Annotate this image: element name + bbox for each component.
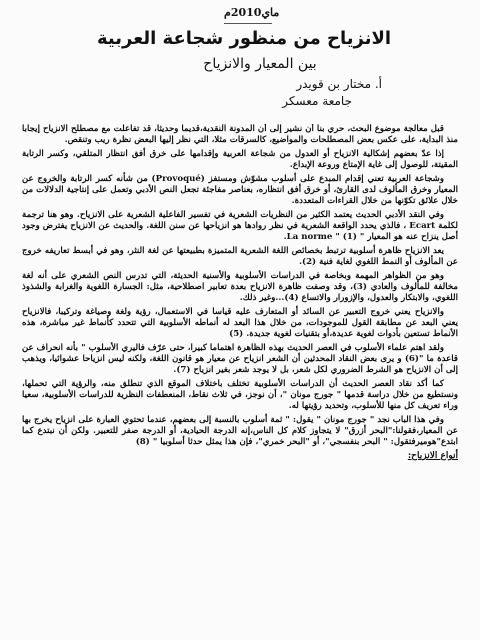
paragraph: يعد الانزياح ظاهرة أسلوبية ترتبط بخصائص اللغة الشعرية المتميزة بطبيعتها عن لغة النثر، وهو في أبسط تعاريفه خروج عن المألوف أو النمط اللغوي لغاية فنية (2). bbox=[22, 246, 458, 267]
paragraph: وفي النقد الأدبي الحديث يعتمد الكثير من النظريات الشعرية في تفسير الفاعلية الشعرية على الانزياح. وهو هنا ترجمة لكلمة Ecart ، فالذي يحدد الواقعة الشعرية في نظر روادها هو انزياحها عن سنن اللغة. والحديث عن الانزياح يفترض وجود أصل ينزاح عنه هو المعيار " La norme " (1). bbox=[22, 210, 458, 242]
article-subtitle: بين المعيار والانزياح bbox=[203, 56, 317, 72]
article-body bbox=[22, 124, 458, 630]
paragraph: والانزياح يعني خروج التعبير عن السائد أو المتعارف عليه قياسا في الاستعمال، رؤية ولغة وصياغة وتركيبا، فالانزياح يعني البعد عن مطابقة القول للموجودات، من خلال هذا البعد له أنماطه الأسلوبية التي تتحدد كأنماط غير مباشرة، هذه الأنماط تستعين بأدوات لغوية عديدة،أو بتقنيات لغوية جديدة. (5) bbox=[22, 307, 458, 339]
paragraph: وفي هذا الباب نجد " جورج مونان " يقول: " ثمة أسلوب بالنسبة إلى بعضهم، عندما تحتوي العبارة على انزياح يخرج بها عن المعيار،فقولنا:"البحر أزرق" لا يتجاوز كلام كل الناس،إنه الدرجة الحيادية، أو الدرجة صفر للتعبير. ولكن أن نبتدع كما ابتدع"هوميرفتقول: " البحر بنفسجي"، أو "البحر خمري"، فإن هذا يمثل حدثا أسلوبيا " (8) bbox=[22, 415, 458, 447]
paragraph: وشجاعة العربية تعني إقدام المبدع على أسلوب مشوّش ومستفز (Provoqué) من شأنه كسر الرتابة والخروج عن المعيار وخرق المألوف لدى القارئ، أو خرق أفق انتظاره، بعناصر مفاجئة تجعل النص الأدبي وتعمل على إنتاجية الدلالات من خلال علائق تكوّنها من خلال القراءات المتعددة. bbox=[22, 174, 458, 206]
paragraph: كما أكد نقاد العصر الحديث أن الدراسات الأسلوبية تختلف باختلاف الموقع الذي تنطلق منه، والرؤية التي تحملها، ونستطيع من خلال دراسة قدمها " جورج مونان "، أن نوجز، في ثلاث نقاط، المنعطفات النظرية للدراسات الأسلوبية، سعيا وراء تعريف كل منها للأسلوب، وتحديد رؤيتها له. bbox=[22, 379, 458, 411]
author-affiliation: جامعة معسكر bbox=[282, 94, 352, 108]
paragraph: إذا عدّ بعضهم إشكالية الانزياح أو العدول من شجاعة العربية وإقدامها على خرق أفق انتظار المتلقي، وكسر الرتابة المقيتة، للوصول إلى غاية الإمتاع وروعة الإبداع. bbox=[22, 149, 458, 170]
date: ماي2010م bbox=[224, 6, 280, 19]
paragraph: قبل معالجة موضوع البحث، حري بنا أن نشير إلى أن المدونة النقدية،قديما وحديثا، قد تفاعلت مع مصطلح الانزياح إيجابا منذ البداية، على عكس بعض المصطلحات والمواضيع، كالسرقات مثلا، التي نظر إليها البعض نظرة ريب وتنقص. bbox=[22, 124, 458, 145]
author-name: أ. مختار بن قويدر bbox=[296, 77, 382, 91]
date-underline bbox=[224, 23, 272, 24]
section-heading: أنواع الانزياح: bbox=[407, 451, 458, 461]
paragraph: ولقد اهتم علماء الأسلوب في العصر الحديث بهذه الظاهرة اهتماما كبيرا، حتى عرّف فاليري الأسلوب " بأنه انحراف عن قاعدة ما "(6) و يرى بعض النقاد المحدثين أن الشعر انزياح عن معيار هو قانون اللغة، ولكنه ليس انزياحا عشوائيا، ويذهب إلى أن الانزياح هو الشرط الضروري لكل شعر، بل لا يوجد شعر بغير انزياح (7). bbox=[22, 343, 458, 375]
paragraph: وهو من الظواهر المهمة وبخاصة في الدراسات الأسلوبية والأسنية الحديثة، التي تدرس النص الشعري على أنه لغة مخالفة للمألوف والعادي (3)، وقد وصفت ظاهرة الانزياح بعدة تعابير اصطلاحية، مثل: الجسارة اللغوية والغرابة والشذوذ اللغوي، والابتكار والعدول، والإزورار والاتساع (4)...وغير ذلك. bbox=[22, 271, 458, 303]
article-title: الانزياح من منظور شجاعة العربية bbox=[96, 28, 392, 49]
